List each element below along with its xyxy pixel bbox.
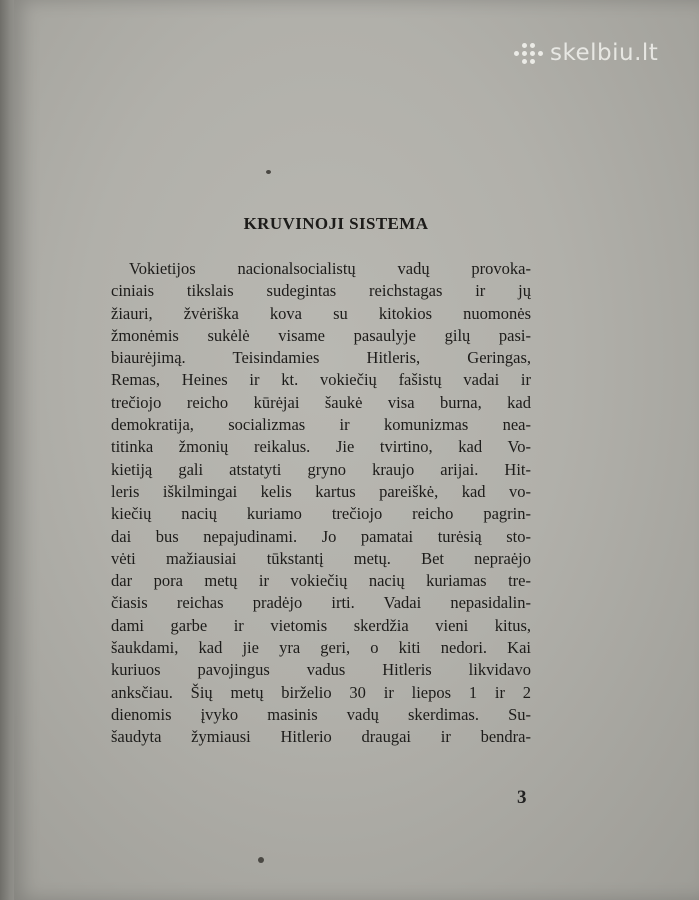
text-line: trečiojo reicho kūrėjai šaukė visa burna, kad — [111, 392, 531, 412]
ink-speck — [266, 170, 271, 174]
text-line: Remas, Heines ir kt. vokiečių fašistų vadai ir — [111, 370, 531, 390]
text-line: kietiją gali atstatyti gryno kraujo arijai. Hit- — [111, 459, 531, 479]
ink-speck — [258, 857, 264, 863]
text-line: dami garbe ir vietomis skerdžia vieni kitus, — [111, 615, 531, 635]
page-number: 3 — [517, 787, 527, 808]
text-line: biaurėjimą. Teisindamies Hitleris, Geringas, — [111, 348, 531, 368]
text-line: čiasis reichas pradėjo irti. Vadai nepasidalin- — [111, 593, 531, 613]
dots-icon — [514, 41, 544, 65]
text-line: vėti mažiausiai tūkstantį metų. Bet nepraėjo — [111, 548, 531, 568]
watermark-logo — [514, 40, 658, 66]
page-content — [111, 210, 531, 749]
text-line: leris iškilmingai kelis kartus pareiškė, kad vo- — [111, 481, 531, 501]
body-text — [111, 258, 531, 749]
text-line: žmonėmis sukėlė visame pasaulyje gilų pasi- — [111, 325, 531, 345]
text-line: titinka žmonių reikalus. Jie tvirtino, kad Vo- — [111, 437, 531, 457]
text-line: dienomis įvyko masinis vadų skerdimas. Su- — [111, 704, 531, 724]
text-line: kuriuos pavojingus vadus Hitleris likvidavo — [111, 660, 531, 680]
page-title: KRUVINOJI SISTEMA — [243, 214, 429, 233]
text-line: šaudyta žymiausi Hitlerio draugai ir bendra- — [111, 727, 531, 747]
text-line: demokratija, socializmas ir komunizmas nea- — [111, 415, 531, 435]
text-line: dar pora metų ir vokiečių nacių kuriamas tre- — [111, 571, 531, 591]
text-line: anksčiau. Šių metų birželio 30 ir liepos 1 ir 2 — [111, 682, 531, 702]
text-line: žiauri, žvėriška kova su kitokios nuomonės — [111, 303, 531, 323]
text-line: kiečių nacių kuriamo trečiojo reicho pagrin- — [111, 504, 531, 524]
watermark-text: skelbiu.lt — [550, 40, 659, 66]
text-line: šaukdami, kad jie yra geri, o kiti nedori. Kai — [111, 638, 531, 658]
text-line: ciniais tikslais sudegintas reichstagas ir jų — [111, 281, 531, 301]
text-line: Vokietijos nacionalsocialistų vadų provoka- — [129, 259, 531, 278]
text-line: dai bus nepajudinami. Jo pamatai turėsią sto- — [111, 526, 531, 546]
